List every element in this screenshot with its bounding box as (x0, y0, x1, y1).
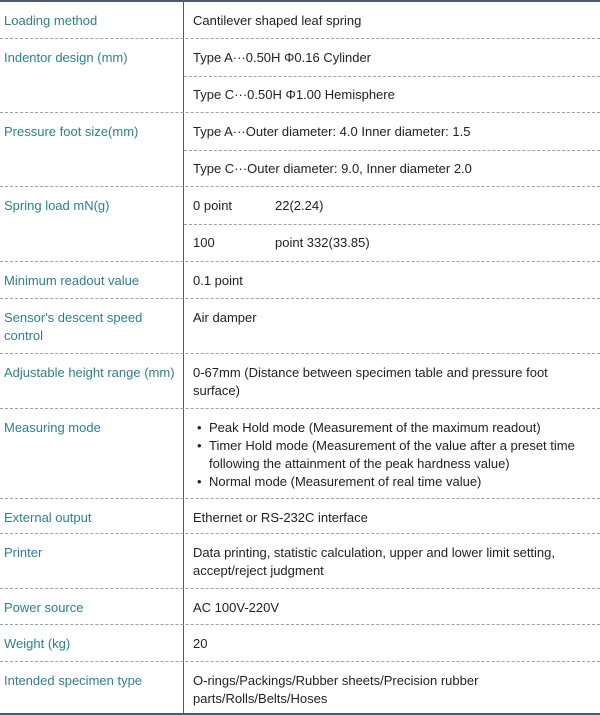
spec-label: Spring load mN(g) (4, 198, 110, 213)
list-item: • Peak Hold mode (Measurement of the maximum readout) (209, 419, 590, 437)
spec-label: Sensor's descent speed control (4, 310, 143, 343)
spec-row-printer (0, 534, 600, 589)
spec-value: Ethernet or RS-232C interface (193, 510, 368, 525)
spec-row-descent-speed (0, 299, 600, 354)
list-item: • Timer Hold mode (Measurement of the value after a preset time following the attainment of the peak hardness value) (209, 437, 590, 473)
spec-value: Cantilever shaped leaf spring (193, 13, 362, 28)
spec-label: Pressure foot size(mm) (4, 124, 139, 139)
spec-value: Type C···0.50H Φ1.00 Hemisphere (193, 87, 395, 102)
spec-label: Adjustable height range (mm) (4, 365, 175, 380)
spec-value: Data printing, statistic calculation, upper and lower limit setting, accept/reject judgment (193, 545, 556, 578)
row-divider (184, 150, 600, 151)
spec-label: Measuring mode (4, 420, 101, 435)
spring-load-point: 100 (193, 235, 215, 250)
row-divider (184, 224, 600, 225)
spec-value: Type A···0.50H Φ0.16 Cylinder (193, 50, 372, 65)
spec-value: Air damper (193, 310, 257, 325)
spec-value: Type C···Outer diameter: 9.0, Inner diameter 2.0 (193, 161, 472, 176)
spec-row-min-readout (0, 262, 600, 299)
measuring-mode-list (193, 419, 590, 491)
spec-label: External output (4, 510, 92, 525)
spec-value: AC 100V-220V (193, 600, 280, 615)
spec-row-spring-load (0, 187, 600, 262)
spec-row-measuring-mode (0, 409, 600, 499)
spec-row-loading-method (0, 2, 600, 39)
spec-label: Minimum readout value (4, 273, 140, 288)
spec-label: Weight (kg) (4, 636, 71, 651)
spec-label: Printer (4, 545, 43, 560)
spec-label: Power source (4, 600, 84, 615)
list-item: • Normal mode (Measurement of real time value) (209, 473, 590, 491)
spring-load-point: 0 point (193, 198, 233, 213)
spec-row-external-output (0, 499, 600, 534)
spec-label: Indentor design (mm) (4, 50, 128, 65)
spec-value (193, 419, 590, 491)
spec-row-height-range (0, 354, 600, 409)
spring-load-value: 22(2.24) (275, 198, 324, 213)
spec-row-specimen-type (0, 662, 600, 715)
spec-value: O-rings/Packings/Rubber sheets/Precision rubber parts/Rolls/Belts/Hoses (193, 673, 479, 706)
spec-row-weight (0, 625, 600, 662)
spring-load-value: point 332(33.85) (275, 235, 370, 250)
spec-row-pressure-foot (0, 113, 600, 187)
spec-value: 0-67mm (Distance between specimen table and pressure foot surface) (193, 365, 548, 398)
spec-value: 20 (193, 636, 208, 651)
spec-label: Intended specimen type (4, 673, 143, 688)
spec-value: 0.1 point (193, 273, 243, 288)
spec-row-power-source (0, 589, 600, 625)
row-divider (184, 76, 600, 77)
spec-label: Loading method (4, 13, 98, 28)
spec-row-indentor-design (0, 39, 600, 113)
spec-value: Type A···Outer diameter: 4.0 Inner diameter: 1.5 (193, 124, 471, 139)
